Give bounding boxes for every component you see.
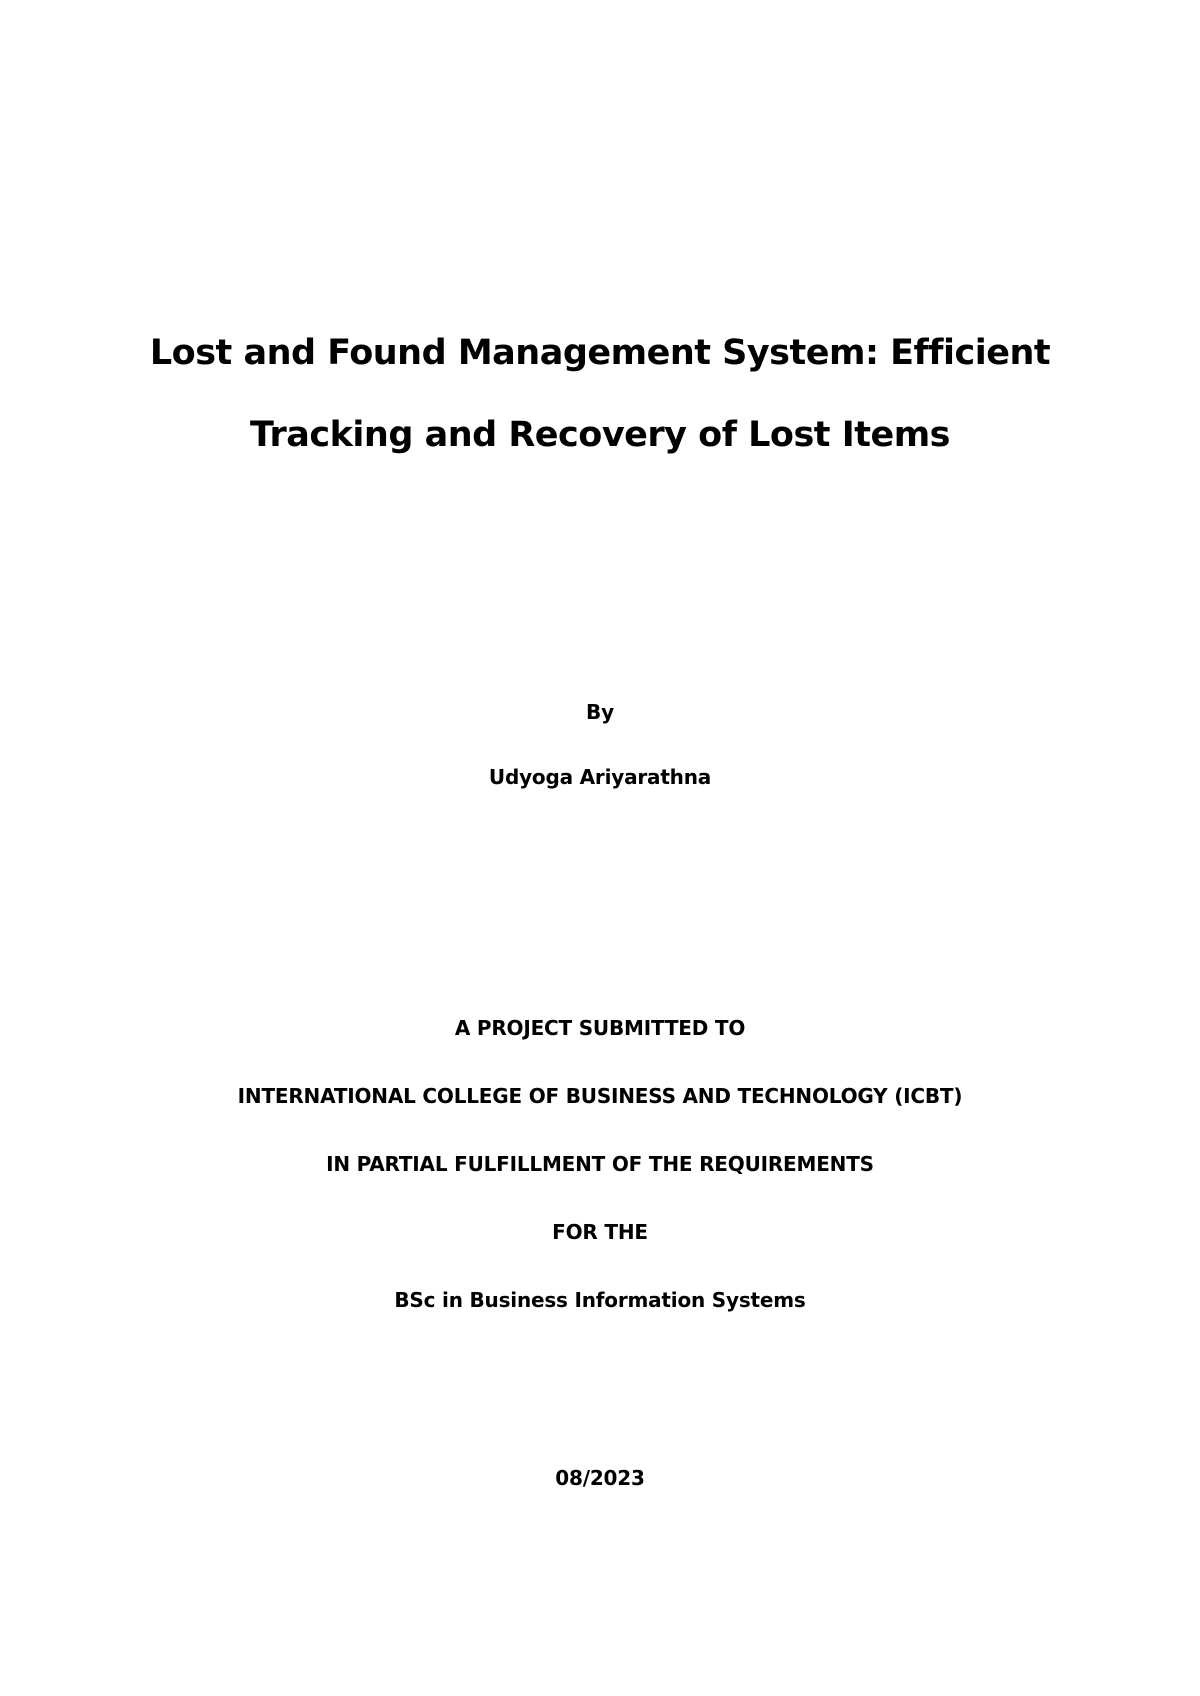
submission-line-1: A PROJECT SUBMITTED TO bbox=[454, 1016, 746, 1040]
submission-line-3: IN PARTIAL FULFILLMENT OF THE REQUIREMENTS bbox=[326, 1152, 874, 1176]
by-label: By bbox=[586, 700, 614, 724]
degree-name: BSc in Business Information Systems bbox=[394, 1288, 806, 1312]
submission-line-4: FOR THE bbox=[552, 1220, 648, 1244]
submission-date: 08/2023 bbox=[555, 1466, 645, 1490]
author-name: Udyoga Ariyarathna bbox=[488, 765, 712, 789]
document-title-line-1: Lost and Found Management System: Efficient bbox=[149, 333, 1051, 373]
institution-name: INTERNATIONAL COLLEGE OF BUSINESS AND TECHNOLOGY (ICBT) bbox=[237, 1084, 963, 1108]
document-title-line-2: Tracking and Recovery of Lost Items bbox=[250, 415, 950, 455]
